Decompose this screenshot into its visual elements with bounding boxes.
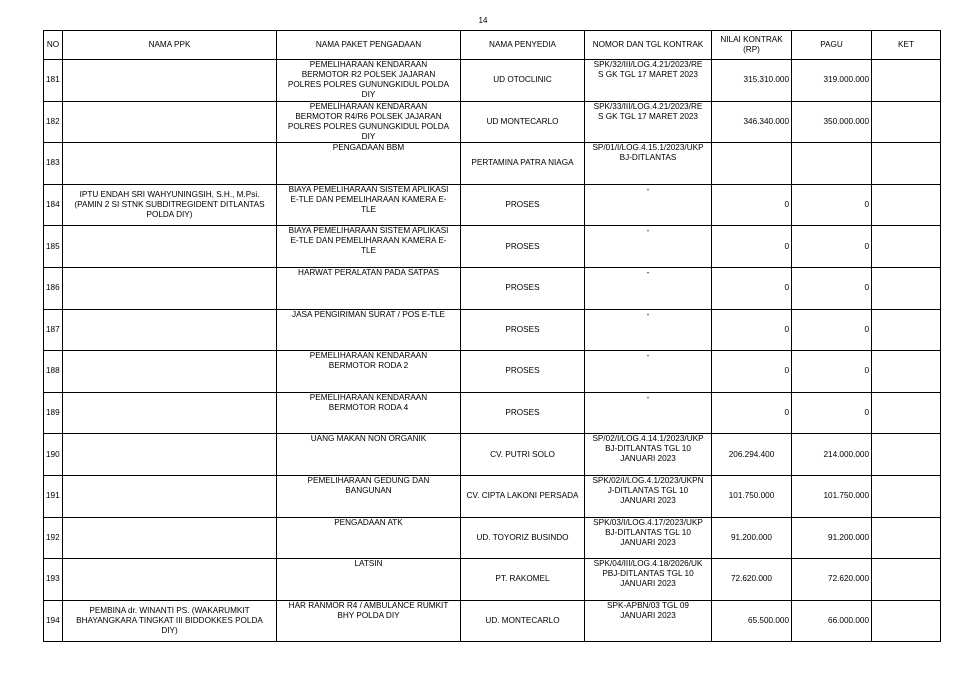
pagu-cell: 72.620.000 — [792, 559, 872, 601]
row-number: 187 — [44, 309, 63, 351]
nomor-kontrak-cell: - — [585, 267, 712, 309]
header-pagu: PAGU — [792, 31, 872, 60]
page-number: 14 — [478, 16, 488, 25]
nama-penyedia-cell: PROSES — [461, 184, 585, 226]
row-number: 194 — [44, 600, 63, 642]
ket-cell — [872, 559, 941, 601]
nama-penyedia-cell: CV. PUTRI SOLO — [461, 434, 585, 476]
table-row — [44, 434, 941, 476]
nilai-kontrak-cell: 346.340.000 — [712, 101, 792, 143]
header-nomor-tgl-kontrak: NOMOR DAN TGL KONTRAK — [585, 31, 712, 60]
nama-penyedia-cell: PROSES — [461, 351, 585, 393]
nama-paket-cell: PEMELIHARAAN KENDARAAN BERMOTOR R2 POLSEK JAJARAN POLRES POLRES GUNUNGKIDUL POLDA DIY — [277, 60, 461, 102]
table-row — [44, 101, 941, 143]
nama-paket-cell: PENGADAAN BBM — [277, 143, 461, 185]
nama-ppk-cell — [63, 517, 277, 559]
row-number: 181 — [44, 60, 63, 102]
pagu-cell: 0 — [792, 351, 872, 393]
header-nama-paket: NAMA PAKET PENGADAAN — [277, 31, 461, 60]
nomor-kontrak-cell: SPK-APBN/03 TGL 09 JANUARI 2023 — [585, 600, 712, 642]
nama-paket-cell: PEMELIHARAAN KENDARAAN BERMOTOR RODA 4 — [277, 392, 461, 434]
nama-penyedia-cell: PERTAMINA PATRA NIAGA — [461, 143, 585, 185]
table-row — [44, 143, 941, 185]
nama-penyedia-cell: UD. MONTECARLO — [461, 600, 585, 642]
nama-ppk-cell — [63, 60, 277, 102]
nilai-kontrak-cell: 101.750.000 — [712, 475, 792, 517]
row-number: 183 — [44, 143, 63, 185]
nama-paket-cell: LATSIN — [277, 559, 461, 601]
ket-cell — [872, 392, 941, 434]
header-nama-ppk: NAMA PPK — [63, 31, 277, 60]
header-nama-penyedia: NAMA PENYEDIA — [461, 31, 585, 60]
nama-ppk-cell: PEMBINA dr. WINANTI PS. (WAKARUMKIT BHAYANGKARA TINGKAT III BIDDOKKES POLDA DIY) — [63, 600, 277, 642]
header-nilai-kontrak: NILAI KONTRAK (RP) — [712, 31, 792, 60]
nama-penyedia-cell: PROSES — [461, 267, 585, 309]
row-number: 189 — [44, 392, 63, 434]
pagu-cell: 66.000.000 — [792, 600, 872, 642]
nomor-kontrak-cell: - — [585, 392, 712, 434]
nama-ppk-cell: IPTU ENDAH SRI WAHYUNINGSIH, S.H., M.Psi. (PAMIN 2 SI STNK SUBDITREGIDENT DITLANTAS POLDA DIY) — [63, 184, 277, 226]
ket-cell — [872, 60, 941, 102]
nomor-kontrak-cell: SPK/02/I/LOG.4.1/2023/UKPN J-DITLANTAS TGL 10 JANUARI 2023 — [585, 475, 712, 517]
table-row — [44, 60, 941, 102]
nomor-kontrak-cell: - — [585, 184, 712, 226]
nama-penyedia-cell: CV. CIPTA LAKONI PERSADA — [461, 475, 585, 517]
nama-ppk-cell — [63, 392, 277, 434]
nilai-kontrak-cell: 0 — [712, 226, 792, 268]
nilai-kontrak-cell: 0 — [712, 267, 792, 309]
nama-paket-cell: UANG MAKAN NON ORGANIK — [277, 434, 461, 476]
nilai-kontrak-cell: 0 — [712, 184, 792, 226]
nomor-kontrak-cell: SPK/03/I/LOG.4.17/2023/UKP BJ-DITLANTAS TGL 10 JANUARI 2023 — [585, 517, 712, 559]
pagu-cell: 91.200.000 — [792, 517, 872, 559]
ket-cell — [872, 600, 941, 642]
nomor-kontrak-cell: SP/01/I/LOG.4.15.1/2023/UKP BJ-DITLANTAS — [585, 143, 712, 185]
pagu-cell: 0 — [792, 267, 872, 309]
ket-cell — [872, 434, 941, 476]
pagu-cell: 350.000.000 — [792, 101, 872, 143]
pagu-cell: 214.000.000 — [792, 434, 872, 476]
nama-paket-cell: HAR RANMOR R4 / AMBULANCE RUMKIT BHY POLDA DIY — [277, 600, 461, 642]
nomor-kontrak-cell: SP/02/I/LOG.4.14.1/2023/UKP BJ-DITLANTAS TGL 10 JANUARI 2023 — [585, 434, 712, 476]
ket-cell — [872, 309, 941, 351]
nama-penyedia-cell: PROSES — [461, 226, 585, 268]
nomor-kontrak-cell: - — [585, 226, 712, 268]
nama-penyedia-cell: PROSES — [461, 309, 585, 351]
table-row — [44, 226, 941, 268]
row-number: 190 — [44, 434, 63, 476]
row-number: 191 — [44, 475, 63, 517]
row-number: 184 — [44, 184, 63, 226]
pagu-cell: 319.000.000 — [792, 60, 872, 102]
table-row — [44, 267, 941, 309]
nama-ppk-cell — [63, 101, 277, 143]
table-body — [44, 60, 941, 642]
nilai-kontrak-cell: 0 — [712, 392, 792, 434]
row-number: 185 — [44, 226, 63, 268]
nama-ppk-cell — [63, 351, 277, 393]
pagu-cell: 0 — [792, 184, 872, 226]
nama-ppk-cell — [63, 226, 277, 268]
table-row — [44, 309, 941, 351]
nama-penyedia-cell: UD. TOYORIZ BUSINDO — [461, 517, 585, 559]
row-number: 186 — [44, 267, 63, 309]
nama-paket-cell: BIAYA PEMELIHARAAN SISTEM APLIKASI E-TLE DAN PEMELIHARAAN KAMERA E- TLE — [277, 226, 461, 268]
ket-cell — [872, 517, 941, 559]
row-number: 192 — [44, 517, 63, 559]
nama-ppk-cell — [63, 559, 277, 601]
header-row — [44, 31, 941, 60]
ket-cell — [872, 184, 941, 226]
nilai-kontrak-cell: 206.294.400 — [712, 434, 792, 476]
row-number: 188 — [44, 351, 63, 393]
nilai-kontrak-cell: 0 — [712, 351, 792, 393]
nilai-kontrak-cell: 91.200.000 — [712, 517, 792, 559]
nama-penyedia-cell: PT. RAKOMEL — [461, 559, 585, 601]
nama-ppk-cell — [63, 475, 277, 517]
pagu-cell: 0 — [792, 226, 872, 268]
pagu-cell: 101.750.000 — [792, 475, 872, 517]
nilai-kontrak-cell: 65.500.000 — [712, 600, 792, 642]
nama-paket-cell: HARWAT PERALATAN PADA SATPAS — [277, 267, 461, 309]
table-row — [44, 184, 941, 226]
nama-paket-cell: PEMELIHARAAN KENDARAAN BERMOTOR R4/R6 POLSEK JAJARAN POLRES POLRES GUNUNGKIDUL POLDA DIY — [277, 101, 461, 143]
table-row — [44, 392, 941, 434]
ket-cell — [872, 101, 941, 143]
table-row — [44, 559, 941, 601]
nama-ppk-cell — [63, 143, 277, 185]
table-row — [44, 517, 941, 559]
nama-ppk-cell — [63, 434, 277, 476]
header-ket: KET — [872, 31, 941, 60]
nilai-kontrak-cell — [712, 143, 792, 185]
nama-ppk-cell — [63, 309, 277, 351]
nama-paket-cell: PENGADAAN ATK — [277, 517, 461, 559]
table-row — [44, 600, 941, 642]
nama-paket-cell: JASA PENGIRIMAN SURAT / POS E-TLE — [277, 309, 461, 351]
pagu-cell: 0 — [792, 392, 872, 434]
nilai-kontrak-cell: 0 — [712, 309, 792, 351]
nama-penyedia-cell: PROSES — [461, 392, 585, 434]
nama-paket-cell: PEMELIHARAAN KENDARAAN BERMOTOR RODA 2 — [277, 351, 461, 393]
pagu-cell: 0 — [792, 309, 872, 351]
nomor-kontrak-cell: - — [585, 351, 712, 393]
nama-paket-cell: BIAYA PEMELIHARAAN SISTEM APLIKASI E-TLE DAN PEMELIHARAAN KAMERA E- TLE — [277, 184, 461, 226]
nama-penyedia-cell: UD MONTECARLO — [461, 101, 585, 143]
table-row — [44, 475, 941, 517]
header-no: NO — [44, 31, 63, 60]
ket-cell — [872, 143, 941, 185]
nomor-kontrak-cell: - — [585, 309, 712, 351]
row-number: 193 — [44, 559, 63, 601]
ket-cell — [872, 226, 941, 268]
nomor-kontrak-cell: SPK/04/III/LOG.4.18/2026/UK PBJ-DITLANTAS TGL 10 JANUARI 2023 — [585, 559, 712, 601]
nilai-kontrak-cell: 72.620.000 — [712, 559, 792, 601]
procurement-table — [43, 30, 941, 642]
table-row — [44, 351, 941, 393]
nama-ppk-cell — [63, 267, 277, 309]
ket-cell — [872, 267, 941, 309]
nilai-kontrak-cell: 315.310.000 — [712, 60, 792, 102]
nomor-kontrak-cell: SPK/32/III/LOG.4.21/2023/RE S GK TGL 17 MARET 2023 — [585, 60, 712, 102]
ket-cell — [872, 351, 941, 393]
row-number: 182 — [44, 101, 63, 143]
pagu-cell — [792, 143, 872, 185]
nama-paket-cell: PEMELIHARAAN GEDUNG DAN BANGUNAN — [277, 475, 461, 517]
nomor-kontrak-cell: SPK/33/III/LOG.4.21/2023/RE S GK TGL 17 MARET 2023 — [585, 101, 712, 143]
ket-cell — [872, 475, 941, 517]
nama-penyedia-cell: UD OTOCLINIC — [461, 60, 585, 102]
